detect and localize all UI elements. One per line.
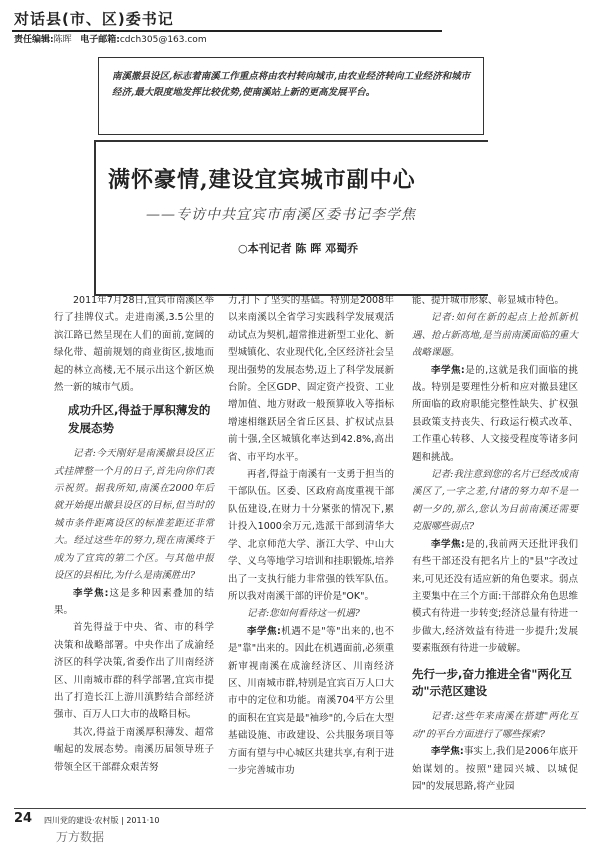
- article-column-1: [54, 292, 214, 776]
- paragraph: 能、提升城市形象、彰显城市特色。: [412, 295, 565, 306]
- paragraph: 2011年7月28日,宜宾市南溪区举行了挂牌仪式。走进南溪,3.5公里的滨江路已然呈现在人们的面前,宽阔的绿化带、超前规划的商业街区,拔地而起的林立高楼,无不展示出这个新区焕然一新的城市气质。: [54, 295, 214, 394]
- speaker-label: 李学焦:: [431, 538, 465, 550]
- speaker-label: 李学焦:: [431, 364, 465, 376]
- paragraph: 其次,得益于南溪厚积薄发、超常崛起的发展态势。南溪历届领导班子带领全区干部群众艰苦努: [54, 726, 214, 773]
- interview-question: 记者:今天刚好是南溪撤县设区正式挂牌整一个月的日子,首先向你们表示祝贺。据我所知,南溪在2000年后就开始提出撤县设区的目标,但当时的城市条件距离设区的标准差距还非常大。经过这些年的努力,现在南溪终于成为了宜宾的第二个区。与其他申报设区的县相比,为什么是南溪胜出?: [54, 448, 214, 582]
- email-label: 电子邮箱:: [80, 35, 120, 45]
- section-title: 对话县(市、区)委书记: [14, 10, 174, 28]
- publication-info: 四川党的建设·农村版 | 2011·10: [44, 816, 160, 825]
- interview-answer: [412, 536, 578, 658]
- paragraph: 再者,得益于南溪有一支勇于担当的干部队伍。区委、区政府高度重视干部队伍建设,在财力十分紧张的情况下,累计投入1000余万元,选派干部到清华大学、北京师范大学、浙江大学、中山大学、义乌等地学习培训和挂职锻炼,培养出了一支执行能力非常强的铁军队伍。所以我对南溪干部的评价是"OK"。: [228, 469, 394, 602]
- editor-label: 责任编辑:: [14, 35, 54, 45]
- interview-answer: [54, 585, 214, 620]
- article-column-2: [228, 292, 394, 779]
- email-link[interactable]: cdch305@163.com: [119, 35, 207, 45]
- article-column-3: [412, 292, 578, 795]
- paragraph: 首先得益于中央、省、市的科学决策和战略部署。中央作出了成渝经济区的科学决策,省委作出了川南经济区、川南城市群的科学部署,宜宾市提出了打造长江上游川滇黔结合部经济强市、百万人口大市的战略目标。: [54, 622, 214, 721]
- answer-text: 这是多种因素叠加的结果。: [54, 587, 214, 616]
- interview-question: 记者:这些年来南溪在搭建"两化互动"的平台方面进行了哪些探索?: [412, 711, 578, 740]
- interview-answer: [412, 743, 578, 795]
- page-number: 24: [14, 811, 33, 826]
- editor-name: 陈晖: [53, 35, 72, 45]
- answer-text: 机遇不是"等"出来的,也不是"靠"出来的。因此在机遇面前,必须重新审视南溪在成渝经济区、川南经济区、川南城市群,特别是宜宾百万人口大市中的定位和功能。南溪704平方公里的面积在宜宾是最"袖珍"的,今后在大型基础设施、市政建设、公共服务项目等方面有望与中心城区共建共享,有利于进一步完善城市功: [228, 625, 394, 776]
- article-subtitle: ——专访中共宜宾市南溪区委书记李学焦: [146, 207, 416, 223]
- footer-divider: [14, 808, 586, 809]
- article-title: 满怀豪情,建设宜宾城市副中心: [108, 167, 416, 193]
- section-heading: 先行一步,奋力推进全省"两化互动"示范区建设: [412, 666, 572, 698]
- watermark: 万方数据: [56, 830, 105, 844]
- answer-text: 是的,这就是我们面临的挑战。特别是要理性分析和应对撤县建区所面临的政府职能完整性缺失、扩权强县政策支持丧失、行政运行模式改革、工作重心转移、人文接受程度等诸多问题和挑战。: [412, 364, 578, 463]
- byline: ○本刊记者 陈 晖 邓蜀乔: [238, 242, 359, 255]
- interview-question: 记者:如何在新的起点上抢抓新机遇、抢占新高地,是当前南溪面临的重大战略课题。: [412, 312, 578, 359]
- answer-text: 是的,我前两天还批评我们有些干部还没有把名片上的"县"字改过来,可见还没有适应新的角色要求。弱点主要集中在三个方面:干部群众角色思维模式有待进一步转变;经济总量有待进一步做大,经济效益有待进一步提升;发展要素瓶颈有待进一步破解。: [412, 538, 578, 655]
- speaker-label: 李学焦:: [247, 625, 281, 637]
- section-heading: 成功升区,得益于厚积薄发的发展态势: [68, 403, 211, 435]
- speaker-label: 李学焦:: [431, 746, 464, 758]
- intro-text: 南溪撤县设区,标志着南溪工作重点将由农村转向城市,由农业经济转向工业经济和城市经济,最大限度地发挥比较优势,使南溪站上新的更高发展平台。: [112, 71, 471, 98]
- answer-text: 事实上,我们是2006年底开始谋划的。按照"建园兴城、以城促园"的发展思路,将产业园: [412, 746, 578, 792]
- paragraph: 力,打下了坚实的基础。特别是2008年以来南溪以全省学习实践科学发展观活动试点为契机,超常推进新型工业化、新型城镇化、农业现代化,全区经济社会呈现出强势的发展态势,迈上了科学发展新台阶。全区GDP、固定资产投资、工业增加值、地方财政一般预算收入等指标增速相继跃居全省丘区县、扩权试点县前十强,全区城镇化率达到42.8%,高出省、市平均水平。: [228, 295, 394, 463]
- speaker-label: 李学焦:: [73, 587, 109, 599]
- editor-info: [14, 32, 207, 45]
- interview-question: 记者:您如何看待这一机遇?: [247, 608, 360, 620]
- interview-question: 记者:我注意到您的名片已经改成南溪区了,一字之差,付诸的努力却不是一朝一夕的,那么,您认为目前南溪还需要克服哪些弱点?: [412, 469, 578, 533]
- interview-answer: [228, 623, 394, 780]
- interview-answer: [412, 362, 578, 466]
